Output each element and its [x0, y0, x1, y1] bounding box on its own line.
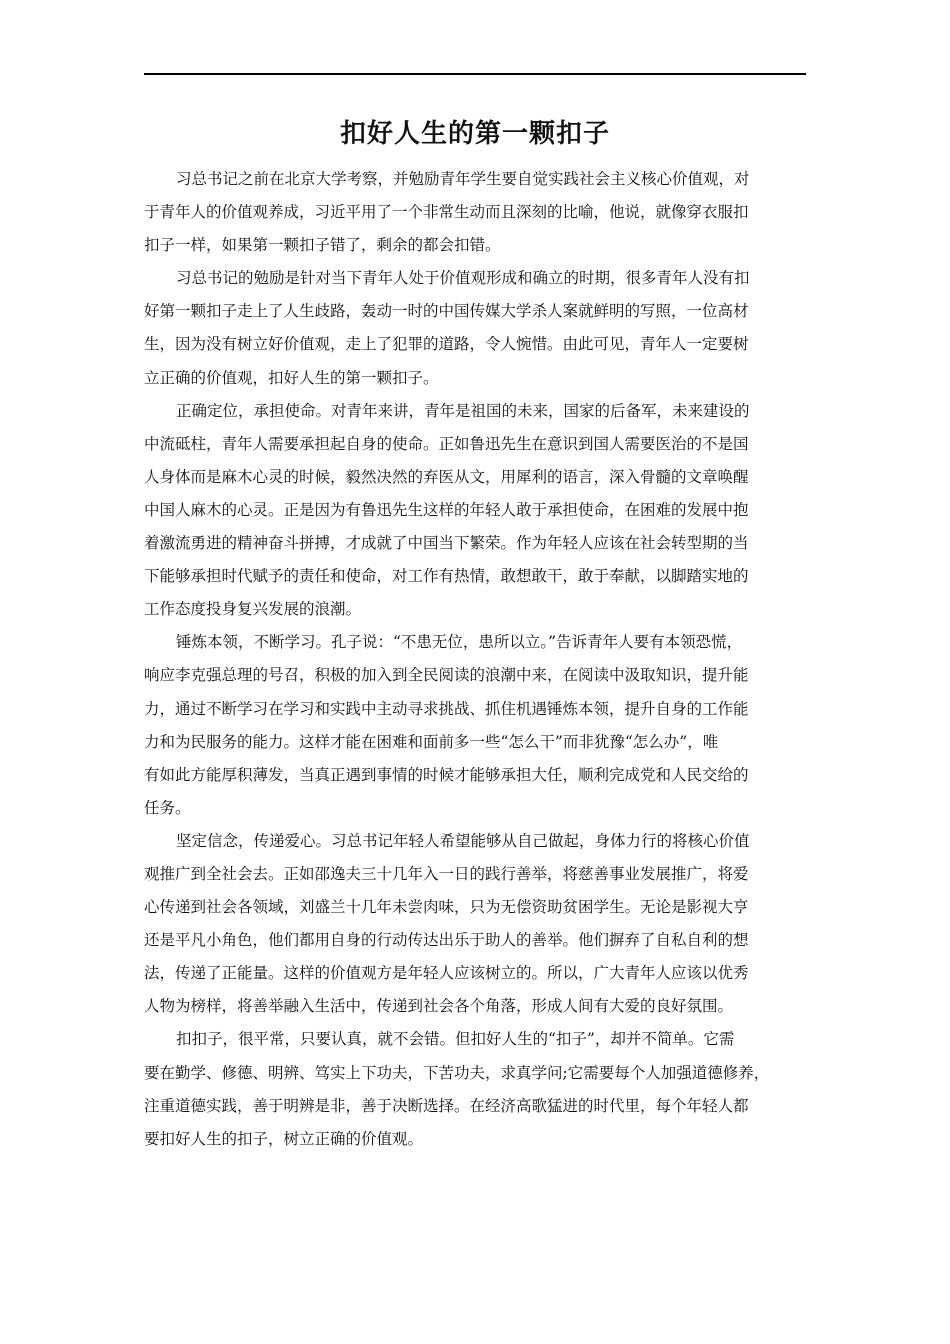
paragraph [144, 262, 816, 394]
paragraph-line: 响应李克强总理的号召，积极的加入到全民阅读的浪潮中来，在阅读中汲取知识，提升能 [144, 666, 749, 685]
paragraph-line: 力，通过不断学习在学习和实践中主动寻求挑战、抓住机遇锤炼本领，提升自身的工作能 [144, 699, 749, 718]
paragraph-line: 好第一颗扣子走上了人生歧路，轰动一时的中国传媒大学杀人案就鲜明的写照，一位高材 [144, 302, 749, 321]
paragraph-line: 注重道德实践，善于明辨是非，善于决断选择。在经济高歌猛进的时代里，每个年轻人都 [144, 1096, 749, 1115]
article-body [144, 163, 816, 1156]
paragraph-line: 中流砥柱，青年人需要承担起自身的使命。正如鲁迅先生在意识到国人需要医治的不是国 [144, 434, 749, 453]
paragraph-line: 还是平凡小角色，他们都用自身的行动传达出乐于助人的善举。他们摒弃了自私自利的想 [144, 931, 749, 950]
paragraph-line: 锤炼本领，不断学习。孔子说：“不患无位，患所以立。”告诉青年人要有本领恐慌， [176, 633, 743, 652]
header-rule [144, 73, 806, 75]
paragraph-line: 有如此方能厚积薄发，当真正遇到事情的时候才能够承担大任，顺利完成党和人民交给的 [144, 765, 749, 784]
paragraph-line: 要在勤学、修德、明辨、笃实上下功夫，下苦功夫，求真学问;它需要每个人加强道德修养， [144, 1063, 770, 1082]
paragraph-line: 中国人麻木的心灵。正是因为有鲁迅先生这样的年轻人敢于承担使命，在困难的发展中抱 [144, 500, 749, 519]
paragraph-line: 人物为榜样，将善举融入生活中，传递到社会各个角落，形成人间有大爱的良好氛围。 [144, 997, 734, 1016]
paragraph-line: 坚定信念，传递爱心。习总书记年轻人希望能够从自己做起，身体力行的将核心价值 [176, 831, 750, 850]
paragraph-line: 力和为民服务的能力。这样才能在困难和面前多一些“怎么干”而非犹豫“怎么办”，唯 [144, 732, 719, 751]
paragraph [144, 825, 816, 1024]
paragraph-line: 下能够承担时代赋予的责任和使命，对工作有热情，敢想敢干，敢于奉献，以脚踏实地的 [144, 567, 749, 586]
paragraph-line: 习总书记的勉励是针对当下青年人处于价值观形成和确立的时期，很多青年人没有扣 [176, 269, 750, 288]
paragraph-line: 于青年人的价值观养成，习近平用了一个非常生动而且深刻的比喻，他说，就像穿衣服扣 [144, 203, 749, 222]
paragraph-line: 任务。 [144, 798, 191, 817]
paragraph-line: 正确定位，承担使命。对青年来讲，青年是祖国的未来，国家的后备军，未来建设的 [176, 401, 750, 420]
paragraph [144, 626, 816, 825]
paragraph-line: 观推广到全社会去。正如邵逸夫三十几年入一日的践行善举，将慈善事业发展推广，将爱 [144, 864, 749, 883]
document-title: 扣好人生的第一颗扣子 [339, 119, 610, 149]
paragraph-line: 人身体而是麻木心灵的时候，毅然决然的弃医从文，用犀利的语言，深入骨髓的文章唤醒 [144, 467, 749, 486]
paragraph-line: 着激流勇进的精神奋斗拼搏，才成就了中国当下繁荣。作为年轻人应该在社会转型期的当 [144, 534, 749, 553]
paragraph-line: 要扣好人生的扣子，树立正确的价值观。 [144, 1129, 424, 1148]
paragraph [144, 395, 816, 627]
paragraph-line: 扣子一样，如果第一颗扣子错了，剩余的都会扣错。 [144, 236, 501, 255]
paragraph-line: 习总书记之前在北京大学考察，并勉励青年学生要自觉实践社会主义核心价值观，对 [176, 170, 750, 188]
paragraph-line: 心传递到社会各领域，刘盛兰十几年未尝肉味，只为无偿资助贫困学生。无论是影视大亨 [144, 898, 749, 917]
paragraph-line: 生，因为没有树立好价值观，走上了犯罪的道路，令人惋惜。由此可见，青年人一定要树 [144, 335, 749, 354]
paragraph-line: 工作态度投身复兴发展的浪潮。 [144, 600, 362, 619]
paragraph-line: 立正确的价值观，扣好人生的第一颗扣子。 [144, 368, 439, 387]
paragraph [144, 163, 816, 262]
paragraph-line: 法，传递了正能量。这样的价值观方是年轻人应该树立的。所以，广大青年人应该以优秀 [144, 964, 749, 983]
paragraph [144, 1023, 816, 1155]
paragraph-line: 扣扣子，很平常，只要认真，就不会错。但扣好人生的“扣子”，却并不简单。它需 [176, 1030, 735, 1049]
